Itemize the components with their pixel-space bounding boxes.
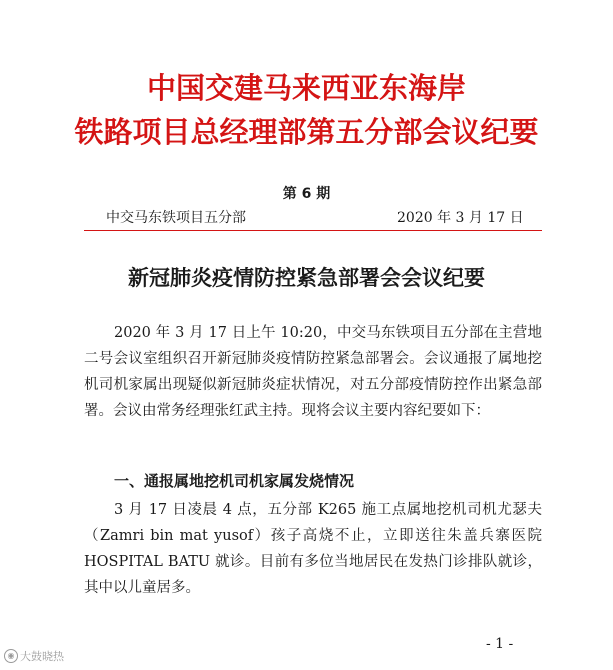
camera-icon: ◉: [4, 649, 18, 663]
page-number: - 1 -: [486, 636, 514, 652]
issuer: 中交马东铁项目五分部: [106, 210, 246, 226]
header-title-line1: 中国交建马来西亚东海岸: [146, 71, 466, 105]
header-divider: [84, 230, 542, 231]
watermark: [4, 648, 64, 664]
section-heading-1: 一、通报属地挖机司机家属发烧情况: [114, 472, 355, 490]
watermark-text: 大鼓晓热: [20, 650, 64, 663]
issue-number: 第 6 期: [282, 186, 331, 202]
document-title: 新冠肺炎疫情防控紧急部署会会议纪要: [128, 265, 485, 290]
header-title-line2: 铁路项目总经理部第五分部会议纪要: [74, 115, 539, 149]
paragraph-section-1: 3 月 17 日凌晨 4 点，五分部 K265 施工点属地挖机司机尤瑟夫（Zamri bin mat yusof）孩子高烧不止，立即送往朱盖兵寨医院 HOSPITAL BATU 就诊。目前有多位当地居民在发热门诊排队就诊，其中以儿童居多。: [84, 502, 542, 596]
issue-date: 2020 年 3 月 17 日: [397, 210, 524, 226]
paragraph-intro: 2020 年 3 月 17 日上午 10:20，中交马东铁项目五分部在主营地二号会议室组织召开新冠肺炎疫情防控紧急部署会。会议通报了属地挖机司机家属出现疑似新冠肺炎症状情况，对五分部疫情防控作出紧急部署。会议由常务经理张红武主持。现将会议主要内容纪要如下：: [84, 325, 542, 419]
